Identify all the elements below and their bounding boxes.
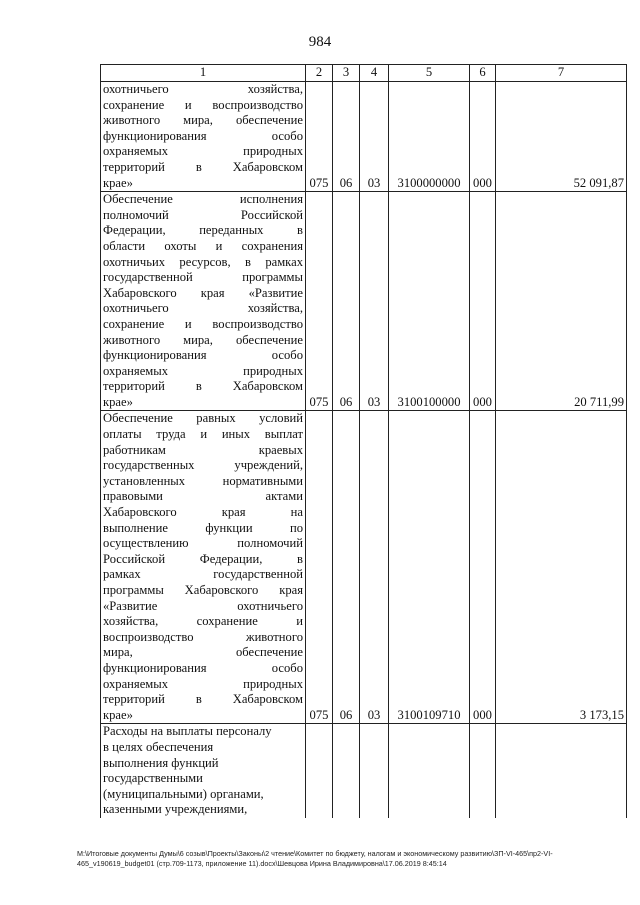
document-footer	[77, 849, 577, 869]
row-target-code: 3100100000	[389, 192, 470, 411]
table-row	[101, 411, 627, 724]
column-header-description: 1	[101, 65, 306, 82]
table-row	[101, 724, 627, 818]
row-amount	[496, 724, 627, 818]
row-description: Обеспечение исполнения полномочий Российской Федерации, переданных в области охоты и сохранения охотничьих ресурсов, в рамках государственной программы Хабаровского края «Развитие охотничьего хозяйства, сохранение и воспроизводство животного мира, обеспечение функционирования особо охраняемых природных территорий в Хабаровском крае»	[101, 192, 306, 411]
row-expense-type-code: 000	[470, 411, 496, 724]
column-header-subsection: 4	[360, 65, 389, 82]
column-header-section: 3	[333, 65, 360, 82]
row-subsection-code: 03	[360, 82, 389, 192]
row-description: Расходы на выплаты персоналу в целях обеспечения выполнения функций государственными (муниципальными) органами, казенными учреждениями,	[101, 724, 306, 818]
row-section-code	[333, 724, 360, 818]
footer-path-line-1: M:\Итоговые документы Думы\6 созыв\Проекты\Законы\2 чтение\Комитет по бюджету, налогам и экономическому развитию\ЗП-VI-465\пр2-VI-	[77, 849, 553, 858]
footer-path-line-2: 465_v190619_budget01 (стр.709-1173, приложение 11).docx\Шевцова Ирина Владимировна\17.06.2019 8:45:14	[77, 859, 447, 868]
table-row	[101, 82, 627, 192]
column-header-ministry: 2	[306, 65, 333, 82]
row-target-code: 3100000000	[389, 82, 470, 192]
row-amount: 3 173,15	[496, 411, 627, 724]
row-section-code: 06	[333, 411, 360, 724]
row-subsection-code: 03	[360, 192, 389, 411]
row-expense-type-code: 000	[470, 192, 496, 411]
header-row	[101, 65, 627, 82]
row-description: Обеспечение равных условий оплаты труда и иных выплат работникам краевых государственных учреждений, установленных нормативными правовыми актами Хабаровского края на выполнение функции по осуществлению полномочий Российской Федерации, в рамках государственной программы Хабаровского края «Развитие охотничьего хозяйства, сохранение и воспроизводство животного мира, обеспечение функционирования особо охраняемых природных территорий в Хабаровском крае»	[101, 411, 306, 724]
row-amount: 52 091,87	[496, 82, 627, 192]
row-amount: 20 711,99	[496, 192, 627, 411]
column-header-amount: 7	[496, 65, 627, 82]
row-expense-type-code: 000	[470, 82, 496, 192]
row-section-code: 06	[333, 192, 360, 411]
table-row	[101, 192, 627, 411]
row-ministry-code: 075	[306, 411, 333, 724]
row-ministry-code: 075	[306, 82, 333, 192]
column-header-target: 5	[389, 65, 470, 82]
row-ministry-code	[306, 724, 333, 818]
row-subsection-code	[360, 724, 389, 818]
row-section-code: 06	[333, 82, 360, 192]
row-target-code	[389, 724, 470, 818]
row-description: охотничьего хозяйства, сохранение и воспроизводство животного мира, обеспечение функционирования особо охраняемых природных территорий в Хабаровском крае»	[101, 82, 306, 192]
budget-table	[100, 64, 627, 818]
row-target-code: 3100109710	[389, 411, 470, 724]
row-subsection-code: 03	[360, 411, 389, 724]
column-header-expense-type: 6	[470, 65, 496, 82]
row-ministry-code: 075	[306, 192, 333, 411]
page-number: 984	[308, 34, 332, 50]
row-expense-type-code	[470, 724, 496, 818]
